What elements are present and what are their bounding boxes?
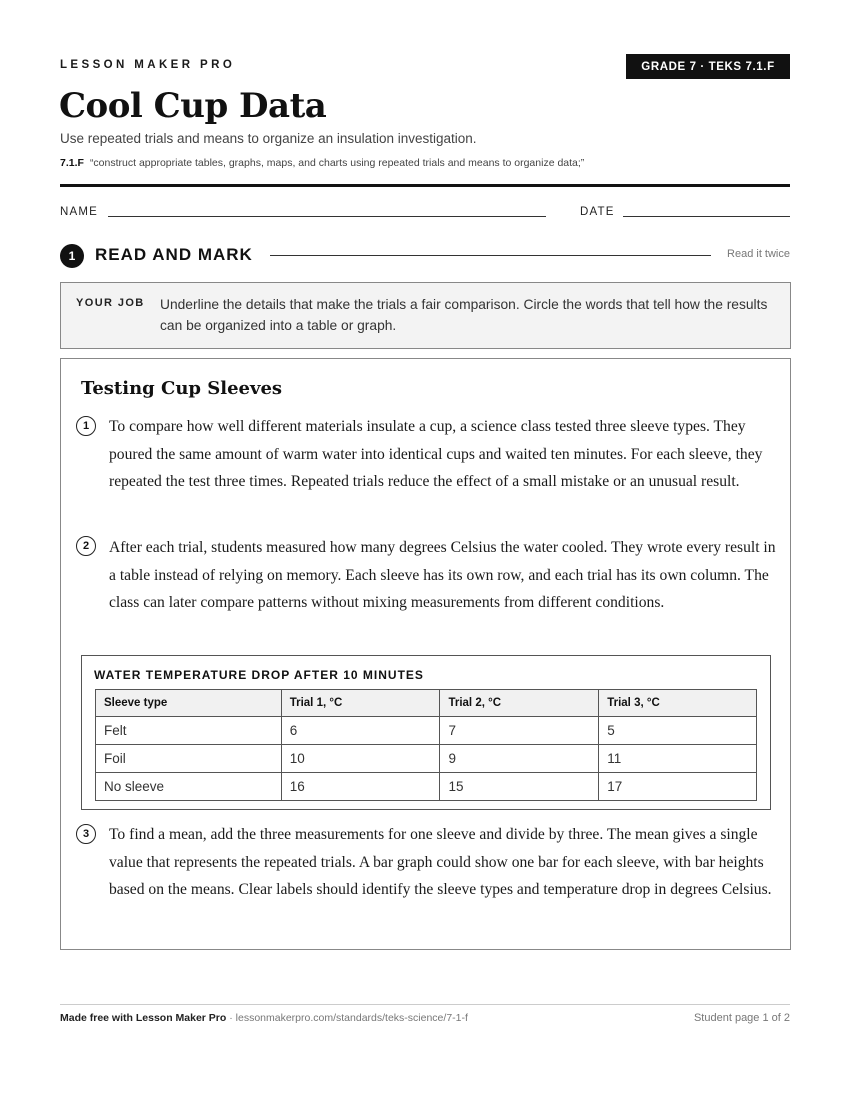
table-cell: No sleeve xyxy=(96,773,282,801)
paragraph-number: 3 xyxy=(76,824,96,844)
date-label: DATE xyxy=(580,206,615,218)
standard-code: 7.1.F xyxy=(60,157,84,169)
table-cell: 9 xyxy=(440,745,599,773)
table-cell: 10 xyxy=(281,745,440,773)
footer-made-with: Made free with Lesson Maker Pro xyxy=(60,1012,227,1024)
table-cell: Felt xyxy=(96,717,282,745)
table-cell: 6 xyxy=(281,717,440,745)
paragraph-text[interactable]: After each trial, students measured how many degrees Celsius the water cooled. They wrote every result in a table instead of relying on memory. Each sleeve has its own row, and each trial has its own column. The class can later compare patterns without mixing measurements from different conditions. xyxy=(109,539,776,611)
brand-name: LESSON MAKER PRO xyxy=(60,59,236,71)
table-row xyxy=(96,745,757,773)
reading-passage xyxy=(60,358,791,950)
section-note: Read it twice xyxy=(727,248,790,260)
table-header-row xyxy=(96,690,757,717)
footer-divider xyxy=(60,1004,790,1005)
column-header: Trial 1, °C xyxy=(281,690,440,717)
paragraph-number: 2 xyxy=(76,536,96,556)
footer-credit xyxy=(60,1012,468,1024)
table-cell: 17 xyxy=(599,773,757,801)
page-subtitle: Use repeated trials and means to organize an insulation investigation. xyxy=(60,131,477,146)
table-row xyxy=(96,717,757,745)
grade-badge: GRADE 7 · TEKS 7.1.F xyxy=(626,54,790,79)
page-indicator: Student page 1 of 2 xyxy=(693,1012,790,1024)
name-field[interactable] xyxy=(108,216,546,217)
standard-line xyxy=(60,157,584,169)
page-title: Cool Cup Data xyxy=(59,86,327,126)
table-cell: 5 xyxy=(599,717,757,745)
section-number-badge: 1 xyxy=(60,244,84,268)
job-label: YOUR JOB xyxy=(76,297,145,309)
paragraph-number: 1 xyxy=(76,416,96,436)
job-instructions-box xyxy=(60,282,791,349)
header-divider xyxy=(60,184,790,187)
table-cell: 7 xyxy=(440,717,599,745)
name-label: NAME xyxy=(60,206,99,218)
column-header: Sleeve type xyxy=(96,690,282,717)
table-cell: 16 xyxy=(281,773,440,801)
section-title: READ AND MARK xyxy=(95,245,253,264)
standard-text: “construct appropriate tables, graphs, maps, and charts using repeated trials and means to organize data;” xyxy=(89,157,585,169)
paragraph-text[interactable]: To find a mean, add the three measurements for one sleeve and divide by three. The mean gives a single value that represents the repeated trials. A bar graph could show one bar for each sleeve, with bar heights based on the means. Clear labels should identify the sleeve types and temperature drop in degrees Celsius. xyxy=(109,826,772,898)
date-field[interactable] xyxy=(623,216,790,217)
column-header: Trial 2, °C xyxy=(440,690,599,717)
section-divider xyxy=(270,255,711,256)
table-row xyxy=(96,773,757,801)
passage-title: Testing Cup Sleeves xyxy=(81,378,283,399)
footer-url[interactable]: · lessonmakerpro.com/standards/teks-science/7-1-f xyxy=(226,1012,468,1024)
table-title: WATER TEMPERATURE DROP AFTER 10 MINUTES xyxy=(94,668,424,682)
job-text: Underline the details that make the trials a fair comparison. Circle the words that tell how the results can be organized into a table or graph. xyxy=(160,297,768,333)
table-cell: Foil xyxy=(96,745,282,773)
data-table-box xyxy=(81,655,771,810)
table-cell: 15 xyxy=(440,773,599,801)
column-header: Trial 3, °C xyxy=(599,690,757,717)
data-table xyxy=(95,689,757,801)
table-cell: 11 xyxy=(599,745,757,773)
paragraph-text[interactable]: To compare how well different materials insulate a cup, a science class tested three sleeve types. They poured the same amount of warm water into identical cups and waited ten minutes. For each sleeve, they repeated the test three times. Repeated trials reduce the effect of a small mistake or an unusual result. xyxy=(109,418,763,490)
